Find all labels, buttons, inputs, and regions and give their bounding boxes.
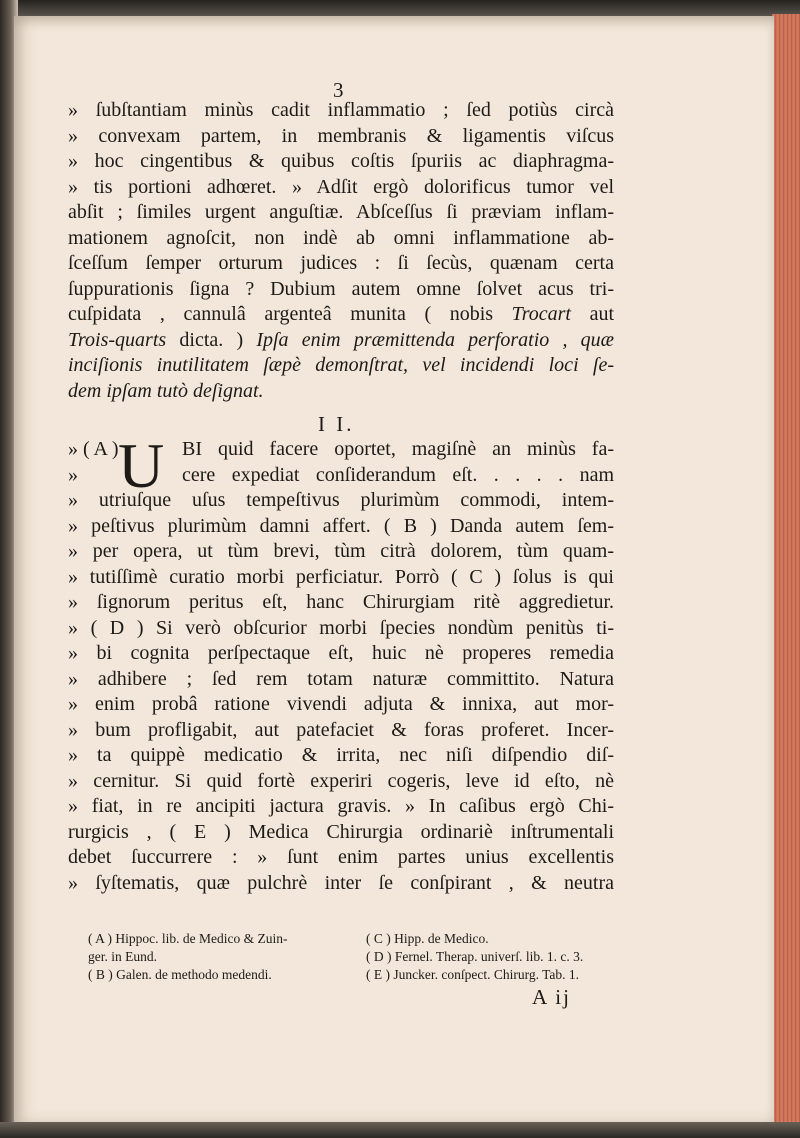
footnote: ( B ) Galen. de methodo medendi.	[88, 967, 272, 982]
footnote: ( D ) Fernel. Therap. univerſ. lib. 1. c. 3.	[366, 949, 584, 964]
italic-term: Trois-quarts	[68, 328, 167, 351]
text-segment: dicta. )	[166, 328, 257, 351]
text-line: » tutiſſimè curatio morbi perficiatur. Porrò ( C ) ſolus is qui	[68, 565, 614, 588]
text-segment: aut	[570, 303, 614, 325]
text-line: cere expediat conſiderandum eſt. . . . . nam	[182, 463, 614, 486]
text-line: abſit ; ſimiles urgent anguſtiæ. Abſceſſus ſi præviam inflam-	[68, 201, 614, 223]
text-line: » ſubſtantiam minùs cadit inflammatio ; ſed potiùs circà	[68, 99, 614, 121]
text-line: » ſignorum peritus eſt, hanc Chirurgiam ritè aggredietur.	[68, 591, 614, 613]
italic-quote-line: dem ipſam tutò deſignat.	[68, 379, 264, 402]
text-line: » ( D ) Si verò obſcurior morbi ſpecies nondùm penitùs ti-	[68, 616, 614, 639]
main-text-block	[68, 98, 614, 404]
page-number: 3	[333, 78, 344, 102]
second-paragraph	[68, 430, 614, 896]
italic-quote-line: inciſionis inutilitatem ſæpè demonſtrat, vel incidendi loci ſe-	[68, 354, 614, 376]
text-line: debet ſuccurrere : » ſunt enim partes unius excellentis	[68, 846, 614, 868]
footnote: ( A ) Hippoc. lib. de Medico & Zuin-	[88, 931, 288, 946]
page-stack-edge	[772, 14, 800, 1124]
text-line: » ta quippè medicatio & irrita, nec niſi diſpendio diſ-	[68, 744, 614, 766]
text-line	[68, 302, 614, 328]
footnote: ger. in Eund.	[88, 949, 157, 964]
text-line: » adhibere ; ſed rem totam naturæ committito. Natura	[68, 667, 614, 690]
text-line: » utriuſque uſus tempeſtivus plurimùm commodi, intem-	[68, 489, 614, 511]
text-line	[68, 328, 614, 354]
text-line: BI quid facere oportet, magiſnè an minùs fa-	[182, 438, 614, 460]
text-line: » ſyſtematis, quæ pulchrè inter ſe conſpirant , & neutra	[68, 871, 614, 894]
drop-cap: U	[118, 430, 165, 501]
footnotes-left-column	[88, 930, 350, 984]
text-line: ſuppurationis ſigna ? Dubium autem omne ſolvet acus tri-	[68, 277, 614, 300]
footnotes-right-column	[366, 930, 626, 984]
text-line: ſceſſum ſemper orturum judices : ſi ſecùs, quænam certa	[68, 252, 614, 274]
text-line: » cernitur. Si quid fortè experiri cogeris, leve id eſto, nè	[68, 769, 614, 792]
text-line: » enim probâ ratione vivendi adjuta & innixa, aut mor-	[68, 693, 614, 715]
text-segment: cuſpidata , cannulâ argenteâ munita ( nobis	[68, 303, 512, 325]
text-line: » fiat, in re ancipiti jactura gravis. » In caſibus ergò Chi-	[68, 795, 614, 817]
signature-mark: A ij	[532, 985, 571, 1009]
drop-cap-line	[68, 437, 614, 463]
line-prefix: »	[68, 463, 78, 486]
text-line: mationem agnoſcit, non indè ab omni inflammatione ab-	[68, 226, 614, 249]
text-line: » tis portioni adhœret. » Adſit ergò dolorificus tumor vel	[68, 175, 614, 198]
footnote: ( C ) Hipp. de Medico.	[366, 931, 489, 946]
footnote: ( E ) Juncker. conſpect. Chirurg. Tab. 1.	[366, 967, 580, 982]
text-line: » convexam partem, in membranis & ligamentis viſcus	[68, 124, 614, 147]
italic-term: Trocart	[511, 303, 571, 325]
text-line: » hoc cingentibus & quibus coſtis ſpuriis ac diaphragma-	[68, 150, 614, 172]
text-line: » bum profligabit, aut patefaciet & foras proferet. Incer-	[68, 718, 614, 741]
drop-cap-line	[68, 463, 614, 489]
text-line: rurgicis , ( E ) Medica Chirurgia ordinariè inſtrumentali	[68, 820, 614, 843]
section-heading: I I.	[318, 412, 355, 436]
text-line: » bi cognita perſpectaque eſt, huic nè properes remedia	[68, 642, 614, 664]
text-line: » per opera, ut tùm brevi, tùm citrà dolorem, tùm quam-	[68, 540, 614, 562]
text-line: » peſtivus plurimùm damni affert. ( B ) Danda autem ſem-	[68, 514, 614, 537]
book-bottom-edge	[0, 1122, 800, 1138]
line-prefix: » ( A )	[68, 438, 119, 460]
italic-quote: Ipſa enim præmittenda perforatio , quæ	[256, 328, 614, 351]
